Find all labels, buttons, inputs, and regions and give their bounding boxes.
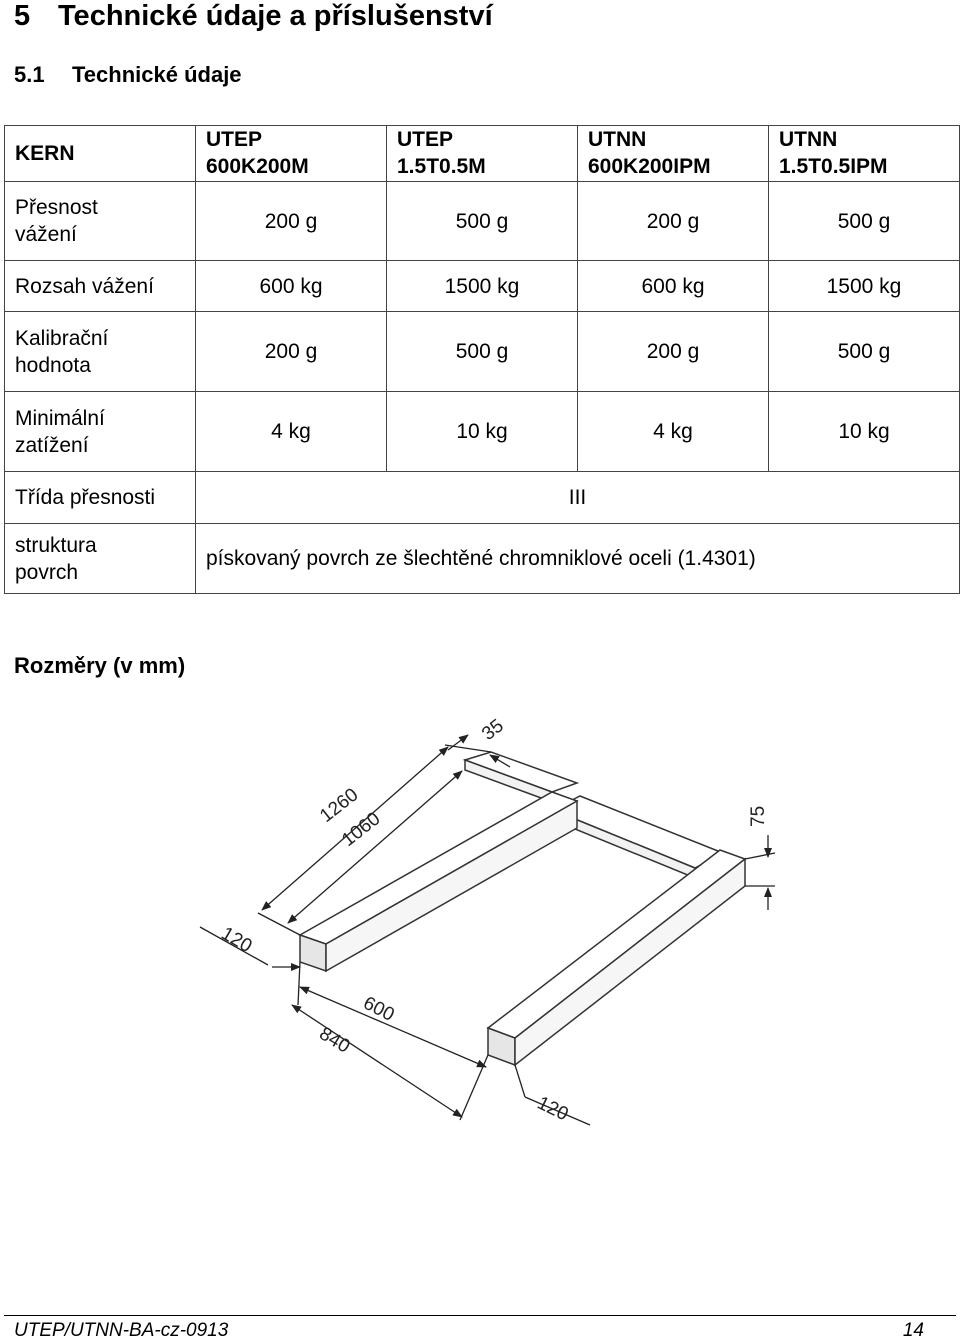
model-name: UTNN xyxy=(588,128,647,151)
value-cell: 4 kg xyxy=(578,392,769,472)
section-title: Technické údaje a příslušenství xyxy=(58,0,493,32)
value-cell: 200 g xyxy=(578,312,769,392)
page-number: 14 xyxy=(902,1320,924,1341)
middle-bar-top xyxy=(553,796,723,868)
subsection-title: Technické údaje xyxy=(72,62,242,87)
row-label: Kalibrační hodnota xyxy=(5,312,196,392)
section-heading xyxy=(14,0,493,33)
extension-line xyxy=(298,962,300,1005)
spec-header-row xyxy=(5,126,960,182)
model-cell xyxy=(387,126,578,182)
dimension-drawing xyxy=(180,705,800,1145)
table-row xyxy=(5,312,960,392)
pallet-frame xyxy=(300,752,745,1065)
footer-divider xyxy=(4,1315,956,1316)
row-label: Přesnost vážení xyxy=(5,182,196,261)
dim-label-840: 840 xyxy=(315,1023,354,1058)
value-cell: 4 kg xyxy=(196,392,387,472)
section-number: 5 xyxy=(14,0,31,32)
value-cell: 500 g xyxy=(769,312,960,392)
value-cell: 200 g xyxy=(196,312,387,392)
row-label: struktura povrch xyxy=(5,524,196,594)
dim-label-1060: 1060 xyxy=(338,808,385,851)
model-code: 600K200M xyxy=(206,155,309,178)
right-rail-top xyxy=(488,850,745,1038)
value-cell: 200 g xyxy=(196,182,387,261)
extension-line xyxy=(445,745,491,752)
value-cell: 200 g xyxy=(578,182,769,261)
value-cell: 600 kg xyxy=(578,261,769,312)
dim-label-120-bottom: 120 xyxy=(533,1092,572,1126)
surface-value: pískovaný povrch ze šlechtěné chromniklové oceli (1.4301) xyxy=(196,524,960,594)
model-code: 1.5T0.5IPM xyxy=(779,155,888,178)
value-cell: 1500 kg xyxy=(387,261,578,312)
spec-table xyxy=(4,125,960,594)
model-code: 600K200IPM xyxy=(588,155,711,178)
row-label: Minimální zatížení xyxy=(5,392,196,472)
value-cell: 500 g xyxy=(387,312,578,392)
dimensions-title: Rozměry (v mm) xyxy=(14,653,186,678)
value-cell: 10 kg xyxy=(769,392,960,472)
extension-line xyxy=(258,913,300,935)
model-name: UTEP xyxy=(397,128,454,151)
dim-label-35: 35 xyxy=(478,715,508,745)
table-row xyxy=(5,472,960,524)
model-cell xyxy=(578,126,769,182)
row-label: Třída přesnosti xyxy=(5,472,196,524)
model-cell xyxy=(769,126,960,182)
subsection-number: 5.1 xyxy=(14,62,45,87)
row-label: Rozsah vážení xyxy=(5,261,196,312)
extension-line xyxy=(745,853,775,859)
dim-label-120-left: 120 xyxy=(217,923,256,958)
dim-label-75: 75 xyxy=(748,805,769,827)
table-row xyxy=(5,261,960,312)
model-name: UTEP xyxy=(206,128,263,151)
model-cell xyxy=(196,126,387,182)
model-code: 1.5T0.5M xyxy=(397,155,486,178)
accuracy-class-value: III xyxy=(196,472,960,524)
value-cell: 10 kg xyxy=(387,392,578,472)
value-cell: 500 g xyxy=(769,182,960,261)
value-cell: 1500 kg xyxy=(769,261,960,312)
value-cell: 600 kg xyxy=(196,261,387,312)
brand-cell: KERN xyxy=(5,126,196,182)
extension-line xyxy=(515,1065,525,1097)
extension-line xyxy=(460,1055,488,1120)
value-cell: 500 g xyxy=(387,182,578,261)
table-row xyxy=(5,524,960,594)
document-code: UTEP/UTNN-BA-cz-0913 xyxy=(14,1320,229,1341)
dim-label-1260: 1260 xyxy=(316,784,363,827)
subsection-heading xyxy=(14,62,242,88)
dimension-line-840 xyxy=(292,1005,462,1117)
dim-label-600: 600 xyxy=(359,992,398,1026)
table-row xyxy=(5,182,960,261)
table-row xyxy=(5,392,960,472)
model-name: UTNN xyxy=(779,128,838,151)
right-rail-side xyxy=(515,859,745,1065)
